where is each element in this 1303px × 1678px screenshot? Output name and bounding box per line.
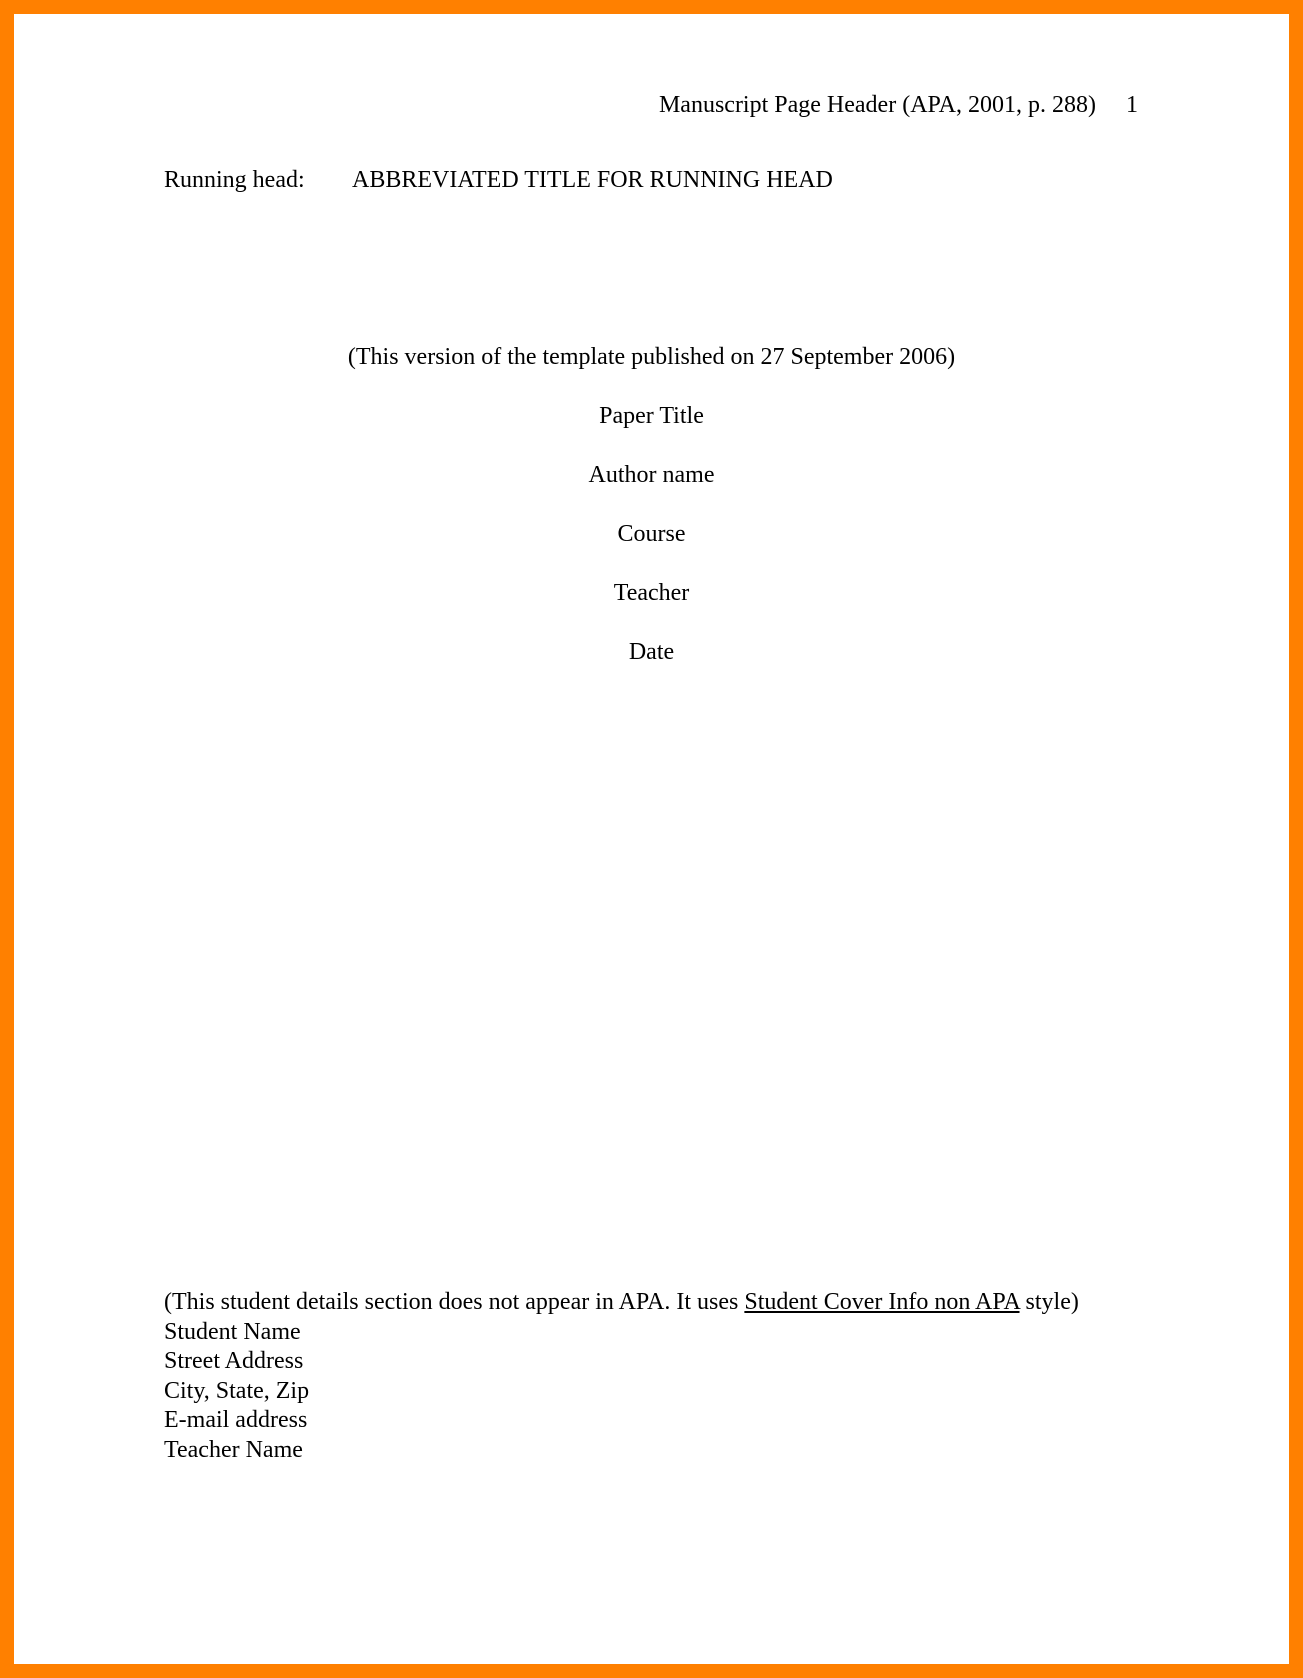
email-address: E-mail address — [164, 1407, 308, 1433]
street-address: Street Address — [164, 1348, 304, 1374]
student-teacher-name: Teacher Name — [164, 1436, 303, 1463]
running-head-label: Running head: — [164, 167, 305, 193]
author-name: Author name — [588, 462, 715, 488]
paper-title: Paper Title — [599, 403, 704, 429]
student-cover-style-link[interactable]: Student Cover Info non APA — [744, 1289, 1020, 1315]
student-name: Student Name — [164, 1318, 301, 1345]
student-details-section — [164, 1288, 1079, 1465]
page-header-title: Manuscript Page Header (APA, 2001, p. 288) — [658, 92, 1096, 118]
note-suffix: style) — [1019, 1289, 1079, 1315]
running-head-title: ABBREVIATED TITLE FOR RUNNING HEAD — [352, 167, 833, 193]
teacher-name: Teacher — [613, 580, 690, 606]
paper-date: Date — [628, 639, 675, 665]
student-details-note — [164, 1288, 1079, 1318]
template-version-note: (This version of the template published on 27 September 2006) — [347, 344, 956, 370]
page-number: 1 — [1126, 92, 1138, 118]
course-name: Course — [617, 521, 686, 547]
note-prefix: (This student details section does not appear in APA. It uses — [164, 1289, 745, 1315]
city-state-zip: City, State, Zip — [164, 1377, 310, 1404]
